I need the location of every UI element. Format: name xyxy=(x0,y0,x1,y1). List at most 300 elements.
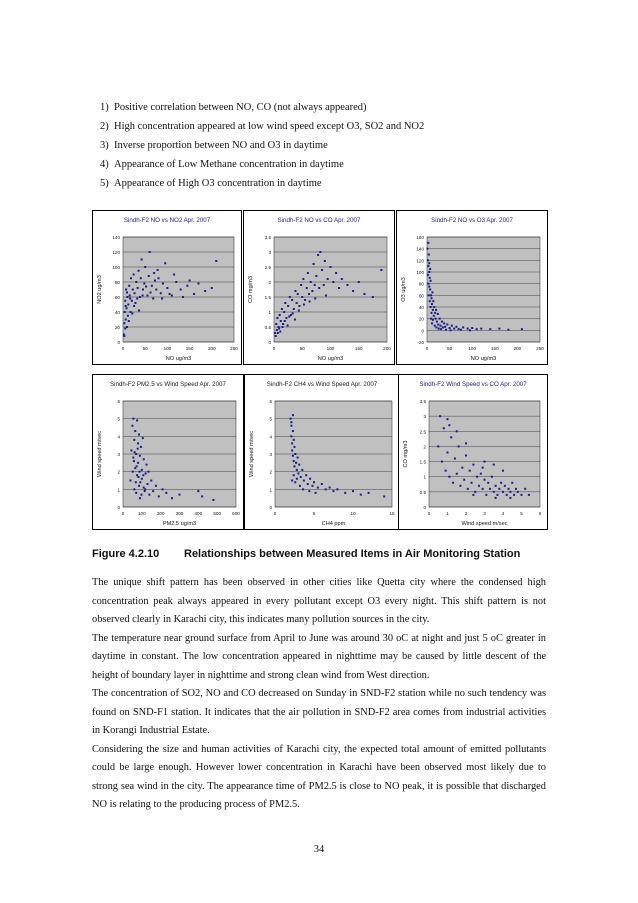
data-point xyxy=(487,482,489,484)
data-point xyxy=(324,260,326,262)
data-point xyxy=(215,260,217,262)
data-point xyxy=(287,325,289,327)
data-point xyxy=(171,295,173,297)
data-point xyxy=(430,280,432,282)
data-point xyxy=(297,293,299,295)
y-tick-label: 1 xyxy=(117,487,120,493)
data-point xyxy=(509,491,511,493)
data-point xyxy=(440,328,442,330)
data-point xyxy=(287,305,289,307)
x-axis-label: NO ug/m3 xyxy=(165,356,192,362)
data-point xyxy=(437,445,439,447)
data-point xyxy=(427,283,429,285)
y-tick-label: 1 xyxy=(268,310,271,315)
data-point xyxy=(434,312,436,314)
chart-wind-vs-co-svg xyxy=(399,375,547,529)
data-point xyxy=(292,313,294,315)
data-point xyxy=(147,471,149,473)
data-point xyxy=(294,446,296,448)
data-point xyxy=(146,295,148,297)
y-tick-label: 100 xyxy=(112,265,120,270)
x-tick-label: 250 xyxy=(536,346,544,351)
data-point xyxy=(311,485,313,487)
data-point xyxy=(327,278,329,280)
y-tick-label: 40 xyxy=(114,310,120,315)
x-tick-label: 100 xyxy=(137,511,146,516)
data-point xyxy=(459,485,461,487)
data-point xyxy=(428,294,430,296)
data-point xyxy=(358,281,360,283)
x-axis-label: NO ug/m3 xyxy=(317,356,344,362)
data-point xyxy=(478,485,480,487)
chart-ch4-vs-wind-svg xyxy=(245,375,399,529)
data-point xyxy=(447,451,449,453)
data-point xyxy=(333,490,335,492)
data-point xyxy=(458,328,460,330)
data-point xyxy=(291,449,293,451)
data-point xyxy=(276,329,278,331)
x-tick-label: 15 xyxy=(389,511,395,516)
finding-item: 4) Appearance of Low Methane concentration in daytime xyxy=(100,159,344,170)
data-point xyxy=(504,485,506,487)
data-point xyxy=(150,480,152,482)
data-point xyxy=(427,274,429,276)
data-point xyxy=(128,320,130,322)
data-point xyxy=(290,421,292,423)
data-point xyxy=(448,424,450,426)
data-point xyxy=(300,476,302,478)
data-point xyxy=(133,460,135,462)
data-point xyxy=(480,328,482,330)
data-point xyxy=(352,490,354,492)
paragraph: The unique shift pattern has been observed in other cities like Quetta city where the condensed high concentration peak always appeared in every pollutant except O3 every night. This shift pattern is not observed clearly in Karachi city, this indicates many pollution sources in the city. xyxy=(92,577,546,625)
data-point xyxy=(126,326,128,328)
x-tick-label: 200 xyxy=(207,346,216,351)
data-point xyxy=(368,492,370,494)
data-point xyxy=(498,488,500,490)
data-point xyxy=(427,242,429,244)
data-point xyxy=(153,272,155,274)
y-tick-label: 0 xyxy=(421,328,424,334)
finding-item: 2) High concentration appeared at low wind speed except O3, SO2 and NO2 xyxy=(100,121,425,132)
data-point xyxy=(296,469,298,471)
data-point xyxy=(456,473,458,475)
data-point xyxy=(455,326,457,328)
data-point xyxy=(293,439,295,441)
data-point xyxy=(431,322,433,324)
data-point xyxy=(279,314,281,316)
data-point xyxy=(139,497,141,499)
data-point xyxy=(458,445,460,447)
data-point xyxy=(292,430,294,432)
data-point xyxy=(133,305,135,307)
data-point xyxy=(303,304,305,306)
data-point xyxy=(127,315,129,317)
paragraph: The temperature near ground surface from April to June was around 30 oC at night and just 5 oC greater in daytime in constant. The low concentration appeared in nighttime may be caused by little descent of the height of boundary layer in nighttime and strong clean wind from West direction. xyxy=(92,632,546,681)
chart-ch4-vs-wind xyxy=(244,374,400,530)
y-tick-label: 0 xyxy=(423,505,426,510)
data-point xyxy=(132,471,134,473)
data-point xyxy=(431,312,433,314)
data-point xyxy=(502,470,504,472)
data-point xyxy=(432,309,434,311)
y-tick-label: 60 xyxy=(418,293,424,299)
data-point xyxy=(149,251,151,253)
plot-area xyxy=(123,237,234,342)
data-point xyxy=(294,453,296,455)
x-tick-label: 0 xyxy=(121,346,125,351)
y-tick-label: 80 xyxy=(114,280,120,285)
data-point xyxy=(201,495,203,497)
data-point xyxy=(275,335,277,337)
data-point xyxy=(491,476,493,478)
data-point xyxy=(437,324,439,326)
data-point xyxy=(506,494,508,496)
data-point xyxy=(314,284,316,286)
data-point xyxy=(157,269,159,271)
data-point xyxy=(212,499,214,501)
y-tick-label: 3 xyxy=(117,452,120,457)
x-tick-label: 300 xyxy=(175,511,184,516)
y-tick-label: 0.5 xyxy=(264,325,271,330)
data-point xyxy=(524,488,526,490)
data-point xyxy=(302,278,304,280)
data-point xyxy=(450,329,452,331)
data-point xyxy=(309,478,311,480)
data-point xyxy=(508,488,510,490)
data-point xyxy=(435,318,437,320)
data-point xyxy=(151,285,153,287)
data-point xyxy=(294,290,296,292)
data-point xyxy=(430,318,432,320)
data-point xyxy=(158,495,160,497)
data-point xyxy=(517,491,519,493)
y-tick-label: 3.5 xyxy=(419,399,426,404)
data-point xyxy=(314,298,316,300)
data-point xyxy=(445,329,447,331)
data-point xyxy=(307,272,309,274)
data-point xyxy=(179,494,181,496)
data-point xyxy=(141,478,143,480)
y-tick-label: 3 xyxy=(423,414,426,420)
findings-list xyxy=(100,98,424,193)
data-point xyxy=(129,298,131,300)
data-point xyxy=(155,289,157,291)
data-point xyxy=(319,251,321,253)
data-point xyxy=(144,490,146,492)
data-point xyxy=(341,278,343,280)
data-point xyxy=(352,290,354,292)
data-point xyxy=(134,451,136,453)
data-point xyxy=(429,289,431,291)
data-point xyxy=(495,497,497,499)
x-tick-label: 10 xyxy=(350,511,356,516)
data-point xyxy=(330,266,332,268)
data-point xyxy=(304,299,306,301)
data-point xyxy=(511,482,513,484)
data-point xyxy=(440,325,442,327)
data-point xyxy=(293,460,295,462)
x-tick-label: 600 xyxy=(232,511,240,516)
x-tick-label: 3 xyxy=(483,511,486,516)
data-point xyxy=(484,479,486,481)
finding-item: 1) Positive correlation between NO, CO (not always appeared) xyxy=(100,102,367,113)
data-point xyxy=(152,298,154,300)
data-point xyxy=(313,263,315,265)
data-point xyxy=(158,277,160,279)
data-point xyxy=(300,284,302,286)
data-point xyxy=(428,262,430,264)
data-point xyxy=(439,415,441,417)
data-point xyxy=(133,439,135,441)
figure-title: Relationships between Measured Items in Air Monitoring Station xyxy=(184,548,521,560)
data-point xyxy=(329,487,331,489)
data-point xyxy=(363,293,365,295)
y-tick-label: 1.5 xyxy=(264,295,271,300)
data-point xyxy=(137,442,139,444)
data-point xyxy=(427,265,429,267)
data-point xyxy=(124,328,126,330)
data-point xyxy=(463,479,465,481)
x-tick-label: 50 xyxy=(447,346,453,351)
data-point xyxy=(275,323,277,325)
y-tick-label: 0 xyxy=(117,340,120,345)
data-point xyxy=(429,277,431,279)
data-point xyxy=(325,488,327,490)
data-point xyxy=(432,300,434,302)
data-point xyxy=(448,476,450,478)
data-point xyxy=(143,487,145,489)
y-tick-label: 140 xyxy=(112,235,120,240)
data-point xyxy=(123,335,125,337)
data-point xyxy=(449,327,451,329)
chart-title: Sindh-F2 NO vs O3 Apr. 2007 xyxy=(431,217,513,224)
y-tick-label: 3 xyxy=(268,250,271,255)
data-point xyxy=(521,494,523,496)
data-point xyxy=(451,325,453,327)
data-point xyxy=(139,481,141,483)
data-point xyxy=(145,286,147,288)
x-tick-label: 200 xyxy=(156,511,165,516)
y-tick-label: -20 xyxy=(417,340,424,345)
data-point xyxy=(142,295,144,297)
data-point xyxy=(315,275,317,277)
data-point xyxy=(277,332,279,334)
x-tick-label: 250 xyxy=(230,346,238,351)
data-point xyxy=(135,481,137,483)
x-tick-label: 500 xyxy=(213,511,222,516)
data-point xyxy=(310,281,312,283)
data-point xyxy=(291,480,293,482)
data-point xyxy=(274,332,276,334)
data-point xyxy=(507,329,509,331)
data-point xyxy=(485,494,487,496)
data-point xyxy=(280,320,282,322)
plot-area xyxy=(429,401,540,507)
data-point xyxy=(292,414,294,416)
x-axis-label: PM2.5 ug/m3 xyxy=(162,521,197,527)
data-point xyxy=(480,473,482,475)
data-point xyxy=(311,290,313,292)
data-point xyxy=(137,462,139,464)
data-point xyxy=(471,327,473,329)
data-point xyxy=(131,313,133,315)
chart-no-vs-no2 xyxy=(92,210,242,365)
y-tick-label: 4 xyxy=(117,434,120,440)
data-point xyxy=(140,446,142,448)
data-point xyxy=(128,285,130,287)
data-point xyxy=(134,430,136,432)
y-tick-label: 140 xyxy=(416,246,424,252)
y-tick-label: 1.5 xyxy=(419,459,426,465)
data-point xyxy=(430,294,432,296)
y-tick-label: 20 xyxy=(418,316,424,322)
data-point xyxy=(428,271,430,273)
data-point xyxy=(509,497,511,499)
y-tick-label: 2.5 xyxy=(264,265,271,270)
data-point xyxy=(166,287,168,289)
data-point xyxy=(132,289,134,291)
data-point xyxy=(144,266,146,268)
data-point xyxy=(493,464,495,466)
data-point xyxy=(446,324,448,326)
data-point xyxy=(297,472,299,474)
data-point xyxy=(165,492,167,494)
data-point xyxy=(305,474,307,476)
x-tick-label: 150 xyxy=(354,346,363,351)
data-point xyxy=(528,494,530,496)
data-point xyxy=(189,280,191,282)
data-point xyxy=(279,331,281,333)
data-point xyxy=(294,465,296,467)
data-point xyxy=(291,442,293,444)
data-point xyxy=(296,478,298,480)
data-point xyxy=(197,283,199,285)
data-point xyxy=(134,302,136,304)
data-point xyxy=(484,461,486,463)
data-point xyxy=(444,326,446,328)
data-point xyxy=(427,259,429,261)
data-point xyxy=(469,329,471,331)
data-point xyxy=(454,458,456,460)
data-point xyxy=(134,292,136,294)
data-point xyxy=(290,425,292,427)
data-point xyxy=(137,287,139,289)
data-point xyxy=(496,494,498,496)
x-tick-label: 50 xyxy=(299,346,305,351)
data-point xyxy=(315,492,317,494)
data-point xyxy=(282,323,284,325)
x-tick-label: 0 xyxy=(273,511,277,516)
chart-pm25-vs-wind xyxy=(92,374,244,530)
data-point xyxy=(127,304,129,306)
y-tick-label: 3 xyxy=(269,452,272,457)
data-point xyxy=(285,317,287,319)
chart-pm25-vs-wind-svg xyxy=(93,375,243,529)
data-point xyxy=(433,315,435,317)
data-point xyxy=(139,471,141,473)
x-axis-label: CH4 ppm xyxy=(321,521,346,527)
data-point xyxy=(471,482,473,484)
data-point xyxy=(136,465,138,467)
y-tick-label: 2 xyxy=(268,280,271,285)
data-point xyxy=(278,328,280,330)
data-point xyxy=(500,482,502,484)
data-point xyxy=(146,483,148,485)
data-point xyxy=(136,298,138,300)
data-point xyxy=(132,418,134,420)
paragraph: Considering the size and human activities of Karachi city, the expected total amount of emitted pollutants could be large enough. However lower concentration in Karachi have been observed most likely due to strong sea wind in the city. The appearance time of PM2.5 is close to NO peak, it is possible that discharged NO is relating to the producing process of PM2.5. xyxy=(92,743,546,810)
data-point xyxy=(332,281,334,283)
data-point xyxy=(137,476,139,478)
data-point xyxy=(434,325,436,327)
chart-title: Sindh-F2 PM2.5 vs Wind Speed Apr. 2007 xyxy=(110,381,226,388)
data-point xyxy=(430,306,432,308)
data-point xyxy=(143,458,145,460)
data-point xyxy=(441,461,443,463)
data-point xyxy=(294,319,296,321)
chart-title: Sindh-F2 CH4 vs Wind Speed Apr. 2007 xyxy=(266,381,378,388)
finding-item: 5) Appearance of High O3 concentration in daytime xyxy=(100,178,322,189)
data-point xyxy=(204,290,206,292)
data-point xyxy=(372,296,374,298)
data-point xyxy=(431,297,433,299)
y-tick-label: 80 xyxy=(418,281,424,287)
data-point xyxy=(175,281,177,283)
y-axis-label: CO mg/m3 xyxy=(403,440,409,468)
data-point xyxy=(193,293,195,295)
data-point xyxy=(429,300,431,302)
data-point xyxy=(133,488,135,490)
data-point xyxy=(129,295,131,297)
data-point xyxy=(461,467,463,469)
data-point xyxy=(296,302,298,304)
data-point xyxy=(498,328,500,330)
data-point xyxy=(138,270,140,272)
data-point xyxy=(338,287,340,289)
data-point xyxy=(290,435,292,437)
data-point xyxy=(294,481,296,483)
y-tick-label: 5 xyxy=(117,416,120,422)
data-point xyxy=(298,305,300,307)
y-tick-label: 2 xyxy=(423,444,426,450)
y-tick-label: 0 xyxy=(268,340,271,345)
data-point xyxy=(148,275,150,277)
data-point xyxy=(293,308,295,310)
data-point xyxy=(161,298,163,300)
chart-no-vs-no2-svg xyxy=(93,211,241,364)
data-point xyxy=(301,296,303,298)
data-point xyxy=(325,295,327,297)
data-point xyxy=(298,310,300,312)
data-point xyxy=(125,289,127,291)
data-point xyxy=(515,488,517,490)
data-point xyxy=(291,299,293,301)
data-point xyxy=(186,285,188,287)
data-point xyxy=(472,494,474,496)
data-point xyxy=(160,292,162,294)
data-point xyxy=(135,492,137,494)
body-text xyxy=(92,574,546,815)
x-tick-label: 6 xyxy=(538,511,542,516)
data-point xyxy=(141,259,143,261)
data-point xyxy=(145,472,147,474)
x-axis-label: NO ug/m3 xyxy=(470,356,497,362)
y-tick-label: 6 xyxy=(117,399,120,404)
data-point xyxy=(130,311,132,313)
page-number: 34 xyxy=(313,844,325,855)
data-point xyxy=(171,497,173,499)
